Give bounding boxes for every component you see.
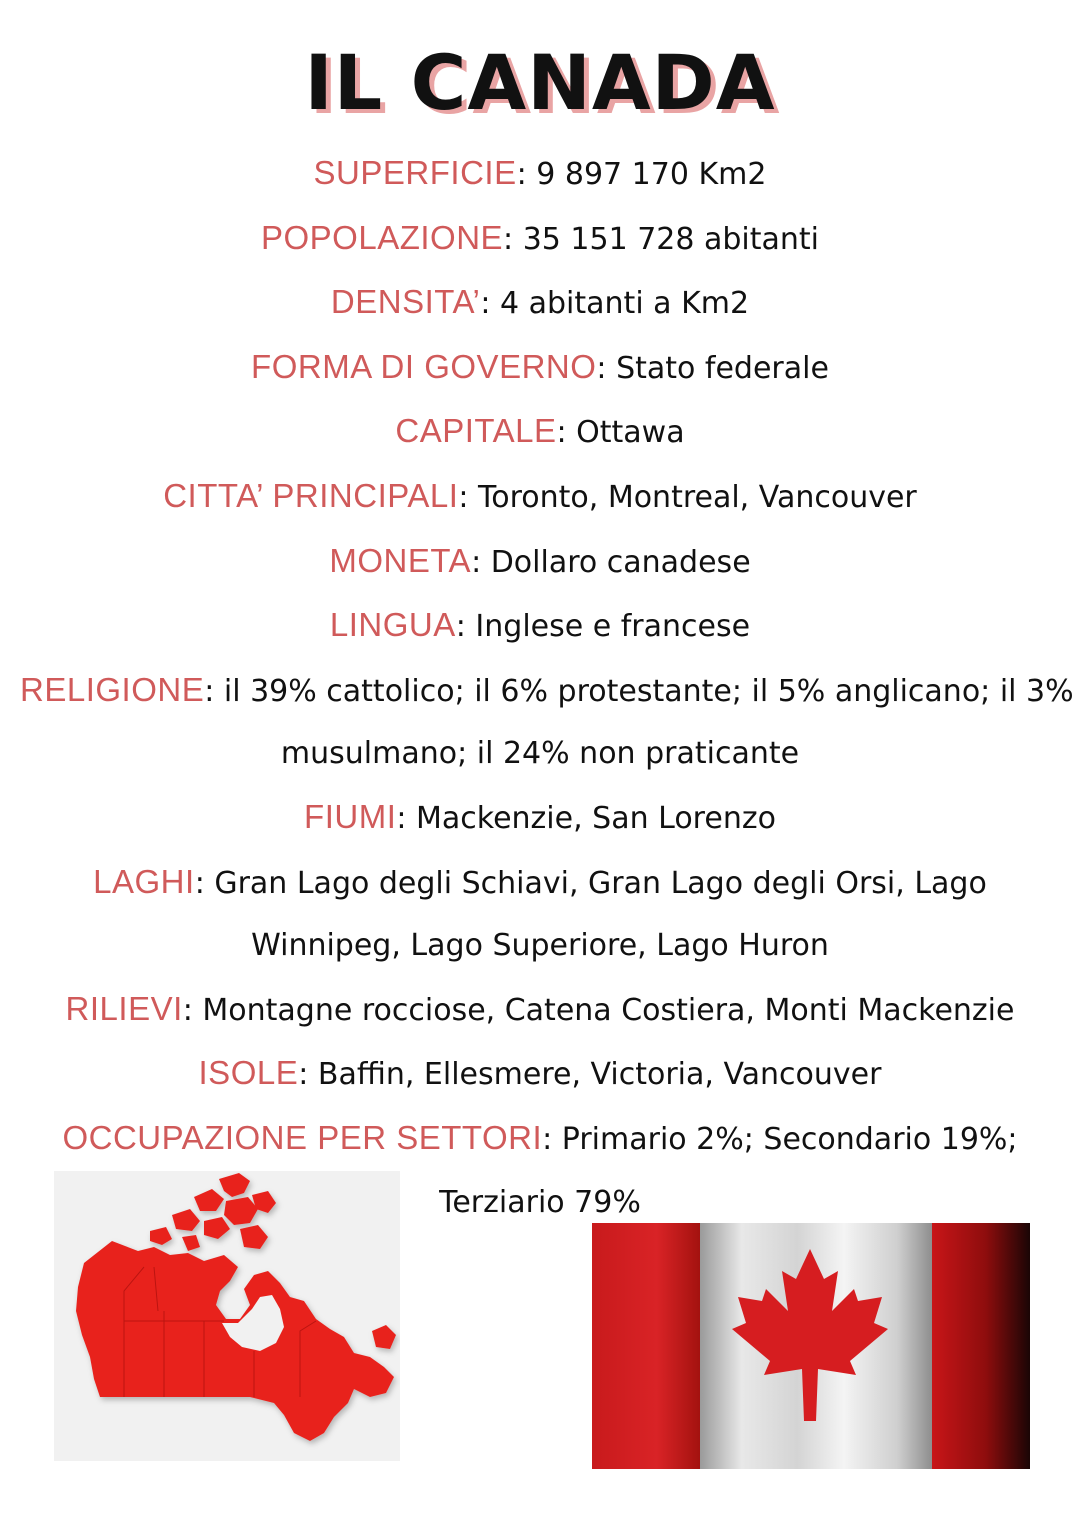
fact-fiumi: FIUMI: Mackenzie, San Lorenzo — [304, 797, 776, 836]
fact-value: 4 abitanti a Km2 — [490, 286, 750, 322]
fact-value: 9 897 170 Km2 — [526, 157, 767, 192]
fact-label: RELIGIONE — [20, 670, 205, 708]
fact-value: Mackenzie, San Lorenzo — [406, 800, 776, 836]
fact-label: CAPITALE — [395, 412, 557, 450]
fact-value: 35 151 728 abitanti — [513, 221, 820, 257]
fact-lingua: LINGUA: Inglese e francese — [329, 606, 751, 645]
page-title: IL CANADA — [304, 38, 776, 127]
fact-label: MONETA — [329, 541, 472, 579]
fact-laghi-continuation — [20, 915, 1060, 978]
fact-forma-di-governo: FORMA DI GOVERNO: Stato federale — [251, 347, 829, 386]
fact-densita: DENSITA’: 4 abitanti a Km2 — [330, 283, 750, 322]
fact-value-continuation: Winnipeg, Lago Superiore, Lago Huron — [251, 928, 829, 964]
fact-value: Baffin, Ellesmere, Victoria, Vancouver — [308, 1057, 882, 1093]
fact-label: ISOLE — [198, 1054, 299, 1092]
fact-label: FIUMI — [304, 797, 397, 835]
fact-value: Montagne rocciose, Catena Costiera, Monti Mackenzie — [192, 992, 1015, 1028]
facts-list — [20, 142, 1074, 1234]
fact-moneta: MONETA: Dollaro canadese — [329, 541, 751, 580]
fact-label: CITTA’ PRINCIPALI — [163, 476, 459, 514]
fact-label: RILIEVI — [65, 989, 183, 1027]
canada-map-image — [54, 1171, 400, 1461]
fact-value: Inglese e francese — [465, 609, 751, 645]
fact-occupazione: OCCUPAZIONE PER SETTORI: Primario 2%; Secondario 19%; — [62, 1118, 1018, 1157]
canada-map-icon — [54, 1171, 400, 1461]
canada-flag-image — [592, 1223, 1030, 1469]
fact-value: Gran Lago degli Schiavi, Gran Lago degli Orsi, Lago — [204, 865, 987, 901]
fact-value: Stato federale — [606, 350, 829, 386]
fact-isole: ISOLE: Baffin, Ellesmere, Victoria, Vancouver — [198, 1054, 882, 1093]
fact-value: Ottawa — [566, 415, 685, 451]
fact-religione: RELIGIONE: il 39% cattolico; il 6% protestante; il 5% anglicano; il 3% — [20, 670, 1074, 709]
fact-popolazione: POPOLAZIONE: 35 151 728 abitanti — [260, 218, 820, 257]
fact-value-continuation: musulmano; il 24% non praticante — [280, 736, 800, 772]
fact-rilievi: RILIEVI: Montagne rocciose, Catena Costiera, Monti Mackenzie — [65, 989, 1015, 1028]
fact-value: il 39% cattolico; il 6% protestante; il 5% anglicano; il 3% — [214, 673, 1074, 709]
fact-value-continuation: Terziario 79% — [439, 1184, 641, 1220]
fact-label: DENSITA’ — [330, 283, 481, 321]
fact-label: OCCUPAZIONE PER SETTORI — [62, 1118, 543, 1156]
fact-superficie: SUPERFICIE: 9 897 170 Km2 — [313, 154, 767, 192]
fact-label: LAGHI — [93, 862, 195, 900]
fact-label: POPOLAZIONE — [260, 218, 504, 256]
fact-capitale: CAPITALE: Ottawa — [395, 412, 685, 451]
maple-leaf-flag-icon — [592, 1223, 1030, 1469]
fact-label: FORMA DI GOVERNO — [251, 347, 597, 385]
fact-label: LINGUA — [329, 606, 456, 644]
fact-religione-continuation — [20, 723, 1060, 786]
fact-value: Dollaro canadese — [481, 544, 751, 580]
fact-label: SUPERFICIE — [313, 154, 517, 191]
fact-citta-principali: CITTA’ PRINCIPALI: Toronto, Montreal, Vancouver — [163, 476, 917, 515]
fact-value: Primario 2%; Secondario 19%; — [552, 1121, 1018, 1157]
fact-laghi: LAGHI: Gran Lago degli Schiavi, Gran Lago degli Orsi, Lago — [93, 862, 987, 901]
fact-value: Toronto, Montreal, Vancouver — [468, 479, 917, 515]
